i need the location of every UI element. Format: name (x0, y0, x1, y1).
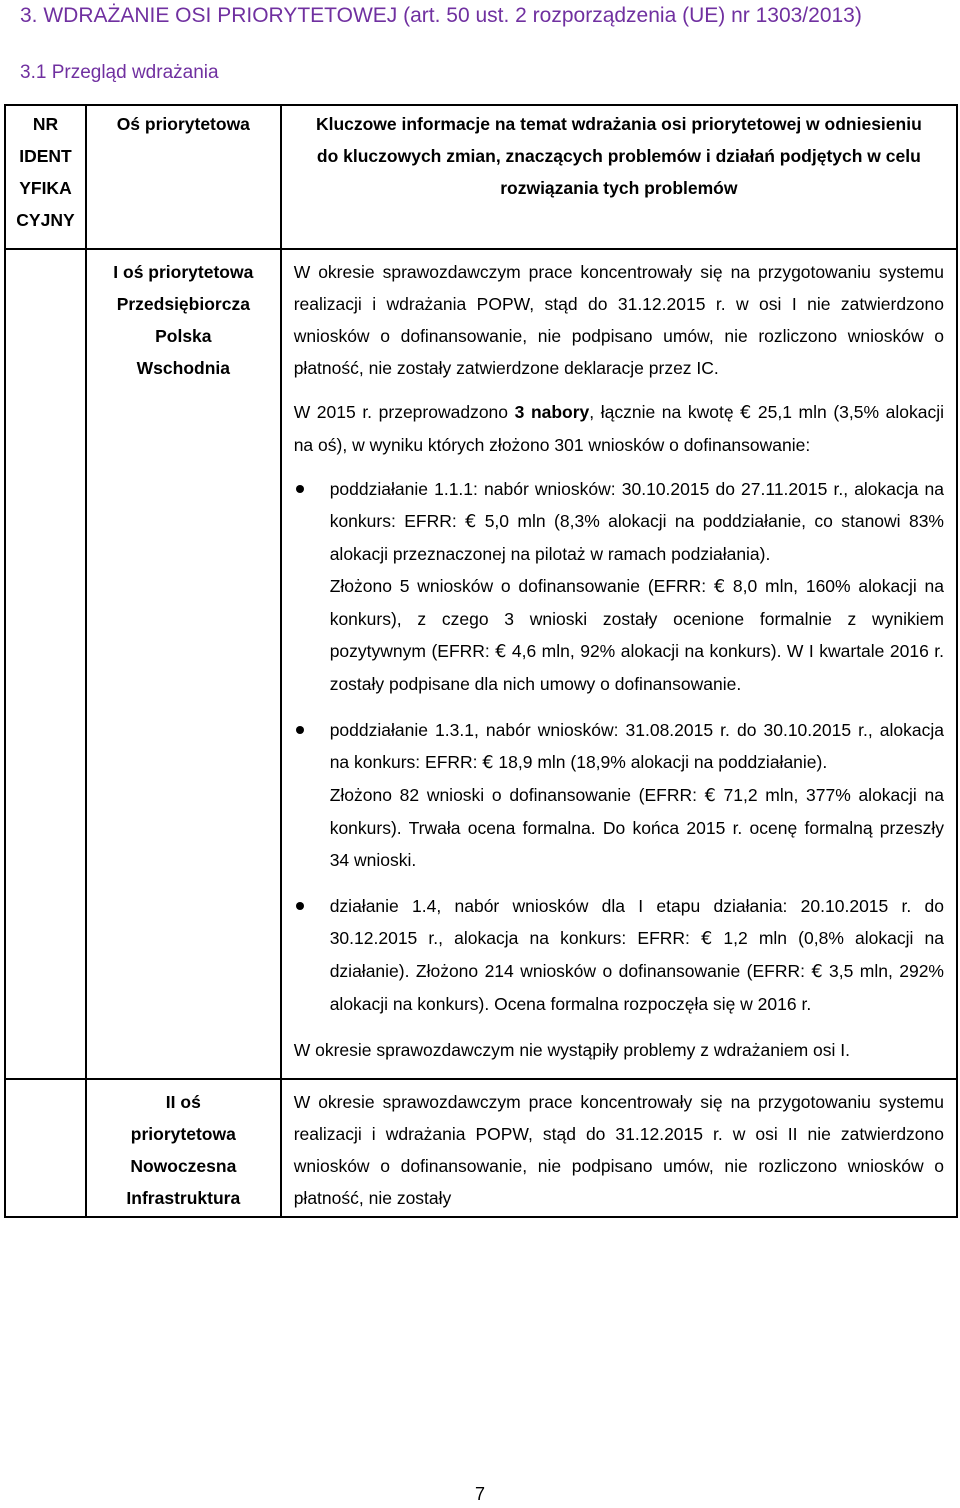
table-row (5, 249, 957, 1079)
item-text: poddziałanie 1.1.1: nabór wniosków: 30.10.2015 do 27.11.2015 r., alokacja na konkurs: EFRR: € 5,0 mln (8,3% alokacji na poddziałanie, co stanowi 83% alokacji przeznaczonej na pilotaż w ramach podziałania). (329, 479, 944, 564)
euro-symbol: € (740, 403, 752, 423)
list-item (330, 714, 944, 876)
section-heading: 3. WDRAŻANIE OSI PRIORYTETOWEJ (art. 50 ust. 2 rozporządzenia (UE) nr 1303/2013) (20, 4, 862, 27)
item-text: Złożono 82 wnioski o dofinansowanie (EFRR: € 71,2 mln, 377% alokacji na konkurs). Trwała ocena formalna. Do końca 2015 r. ocenę formalną przeszły 34 wnioski. (329, 785, 944, 870)
header-info-cell (281, 105, 957, 249)
table-row (5, 1079, 957, 1217)
item-text: poddziałanie 1.3.1, nabór wniosków: 31.08.2015 r. do 30.10.2015 r., alokacja na konkurs: EFRR: € 18,9 mln (18,9% alokacji na poddziałanie). (329, 720, 944, 773)
axis-name-line: Nowoczesna (130, 1156, 237, 1176)
paragraph: W okresie sprawozdawczym nie wystąpiły problemy z wdrażaniem osi I. (293, 1040, 850, 1060)
euro-symbol: € (465, 512, 477, 532)
euro-symbol: € (482, 753, 494, 773)
table-header-row (5, 105, 957, 249)
axis-name-line: Przedsiębiorcza (116, 294, 250, 314)
header-id-line: CYJNY (16, 210, 75, 230)
euro-symbol: € (811, 962, 823, 982)
axis-name-cell (86, 249, 281, 1079)
euro-symbol: € (713, 577, 726, 597)
axis-name-line: Wschodnia (136, 358, 230, 378)
euro-symbol: € (704, 786, 716, 806)
paragraph: W okresie sprawozdawczym prace koncentrowały się na przygotowaniu systemu realizacji i wdrażania POPW, stąd do 31.12.2015 r. w osi II nie zatwierdzono wniosków o dofinansowanie, nie podpisano umów, nie rozliczono wniosków o płatność, nie zostały (293, 1092, 944, 1208)
header-axis-label: Oś priorytetowa (116, 114, 250, 134)
axis-name-cell (86, 1079, 281, 1217)
item-text: Złożono 5 wniosków o dofinansowanie (EFRR: € 8,0 mln, 160% alokacji na konkurs), z czego 3 wnioski zostały ocenione formalnie z wynikiem pozytywnym (EFRR: € 4,6 mln, 92% alokacji na konkurs). W I kwartale 2016 r. zostały podpisane dla nich umowy o dofinansowanie. (329, 576, 945, 694)
axis-name-line: I oś priorytetowa (113, 262, 254, 282)
axis-name-line: Polska (155, 326, 212, 346)
euro-symbol: € (701, 929, 713, 949)
id-cell (5, 1079, 86, 1217)
header-id-cell (5, 105, 86, 249)
paragraph: W okresie sprawozdawczym prace koncentrowały się na przygotowaniu systemu realizacji i wdrażania POPW, stąd do 31.12.2015 r. w osi I nie zatwierdzono wniosków o dofinansowanie, nie podpisano umów, nie rozliczono wniosków o płatność, nie zostały zatwierdzone deklaracje przez IC. (293, 262, 944, 378)
recruitment-list (294, 473, 944, 1020)
text-run: , łącznie na kwotę (589, 402, 741, 422)
subsection-heading: 3.1 Przegląd wdrażania (20, 62, 219, 83)
implementation-table (4, 104, 958, 1218)
list-item (330, 890, 944, 1020)
header-info-label: Kluczowe informacje na temat wdrażania osi priorytetowej w odniesieniu do kluczowych zmian, znaczących problemów i działań podjętych w celu rozwiązania tych problemów (315, 114, 922, 198)
axis-name-line: Infrastruktura (126, 1188, 241, 1208)
header-axis-cell (86, 105, 281, 249)
axis-content-cell (281, 1079, 957, 1217)
list-item (330, 473, 944, 700)
item-text: działanie 1.4, nabór wniosków dla I etapu działania: 20.10.2015 r. do 30.12.2015 r., alokacja na konkurs: EFRR: € 1,2 mln (0,8% alokacji na działanie). Złożono 214 wniosków o dofinansowanie (EFRR: € 3,5 mln, 292% alokacji na konkurs). Ocena formalna rozpoczęła się w 2016 r. (329, 896, 944, 1014)
euro-symbol: € (495, 642, 507, 662)
axis-name-line: priorytetowa (130, 1124, 236, 1144)
bold-run: 3 nabory (514, 402, 590, 422)
header-id-line: NR (32, 114, 59, 134)
id-cell (5, 249, 86, 1079)
axis-name-line: II oś (165, 1092, 201, 1112)
text-run: 25,1 mln (3,5% alokacji na oś), w wyniku których złożono 301 wniosków o dofinansowanie: (293, 402, 944, 455)
page-number: 7 (474, 1484, 485, 1504)
header-id-line: YFIKA (19, 178, 72, 198)
axis-content-cell (281, 249, 957, 1079)
text-run: W 2015 r. przeprowadzono (293, 402, 515, 422)
header-id-line: IDENT (19, 146, 72, 166)
paragraph (294, 396, 944, 461)
